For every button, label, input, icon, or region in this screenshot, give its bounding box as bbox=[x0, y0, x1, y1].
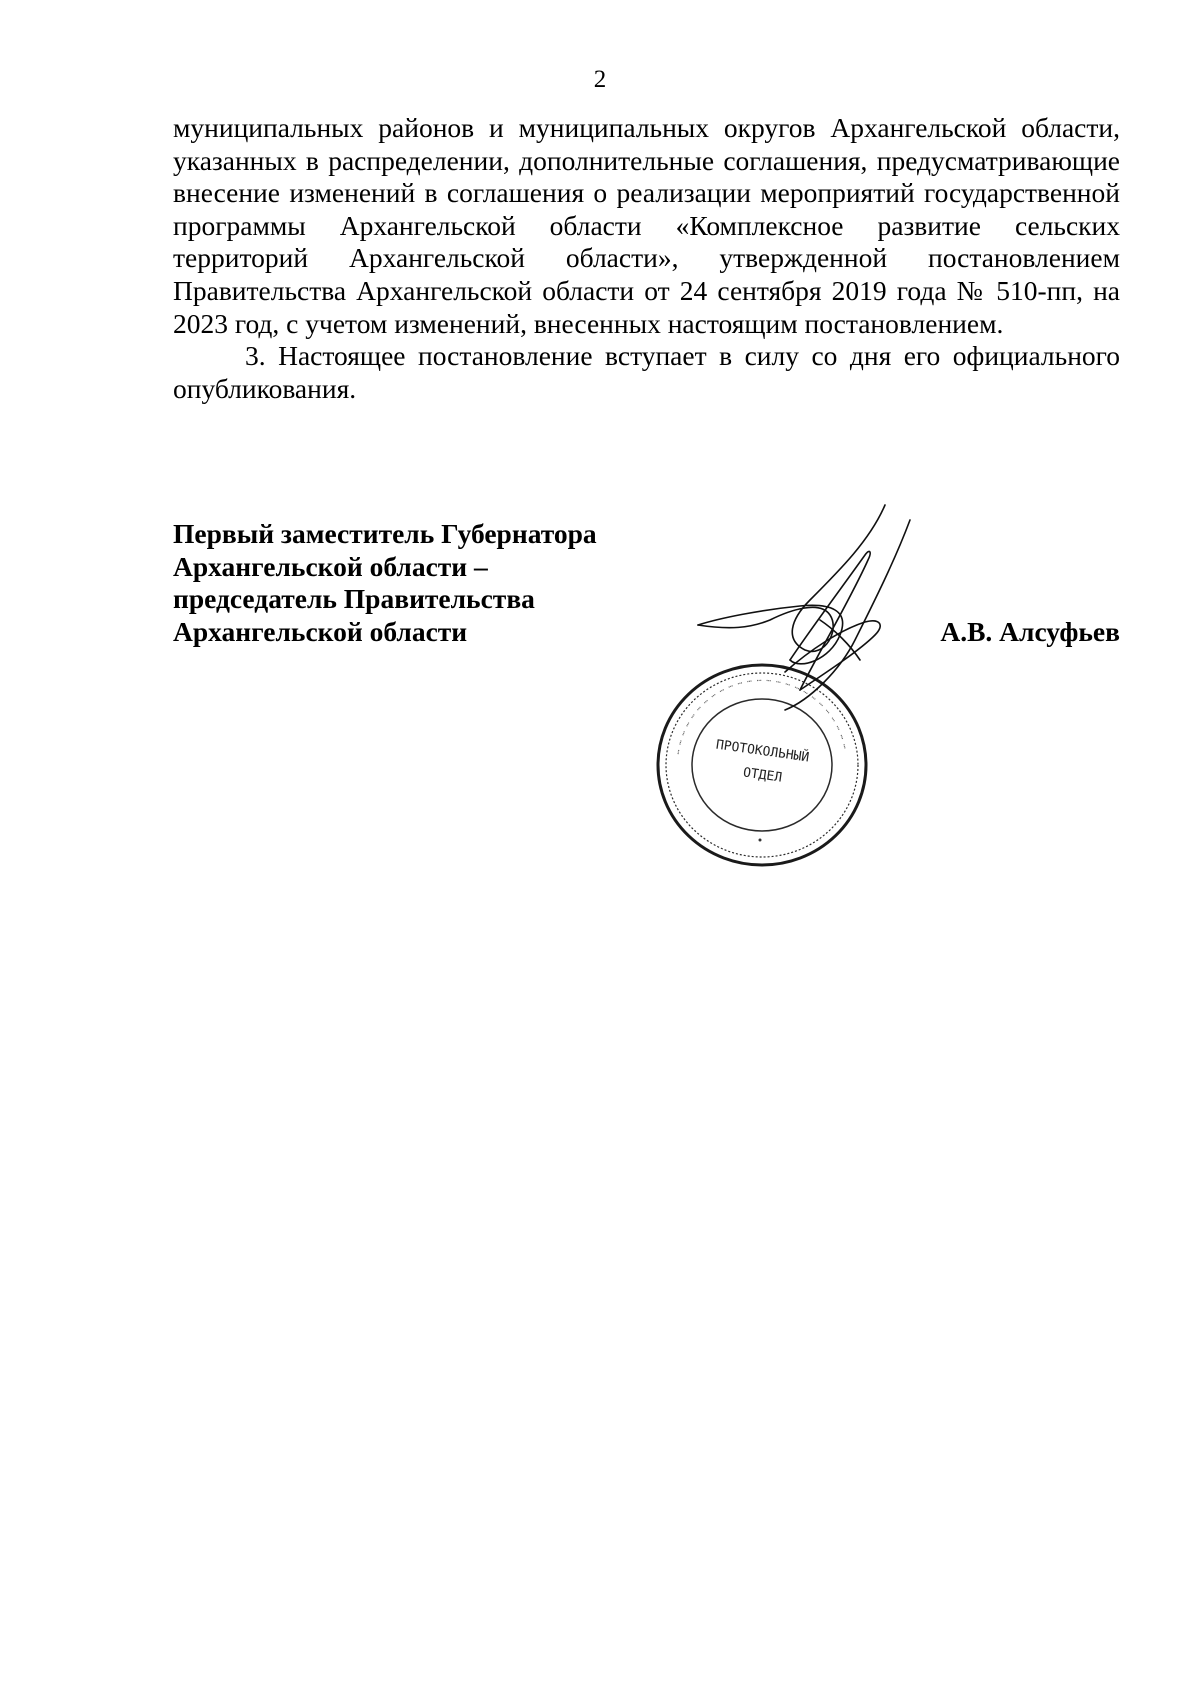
paragraph-continuation: муниципальных районов и муниципальных округов Архангельской области, указанных в распределении, дополнительные соглашения, предусматривающие внесение изменений в соглашения о реализации мероприятий государственной программы Архангельской области «Комплексное развитие сельских территорий Архангельской области», утвержденной постановлением Правительства Архангельской области от 24 сентября 2019 года № 510-пп, на 2023 год, с учетом изменений, внесенных настоящим постановлением. bbox=[173, 112, 1120, 339]
signer-name: А.В. Алсуфьев bbox=[940, 616, 1120, 647]
stamp-center-text-line1: ПРОТОКОЛЬНЫЙ bbox=[714, 737, 811, 766]
body-text bbox=[173, 112, 1120, 405]
paragraph-item-3: 3. Настоящее постановление вступает в силу со дня его официального опубликования. bbox=[173, 340, 1120, 404]
signer-title-line: Первый заместитель Губернатора bbox=[173, 518, 597, 549]
signer-title bbox=[173, 518, 693, 648]
svg-text:… … … … … … … … … …: … … … … … … … … … … … … … … … … … … … … … … … … … bbox=[671, 673, 852, 755]
signer-title-line: Архангельской области – bbox=[173, 550, 488, 582]
signer-title-line: Архангельской области bbox=[173, 615, 468, 647]
stamp-center-text-line2: ОТДЕЛ bbox=[742, 765, 783, 786]
signer-title-line: председатель Правительства bbox=[173, 583, 535, 615]
handwritten-signature bbox=[690, 500, 950, 760]
page-number: 2 bbox=[593, 66, 607, 93]
